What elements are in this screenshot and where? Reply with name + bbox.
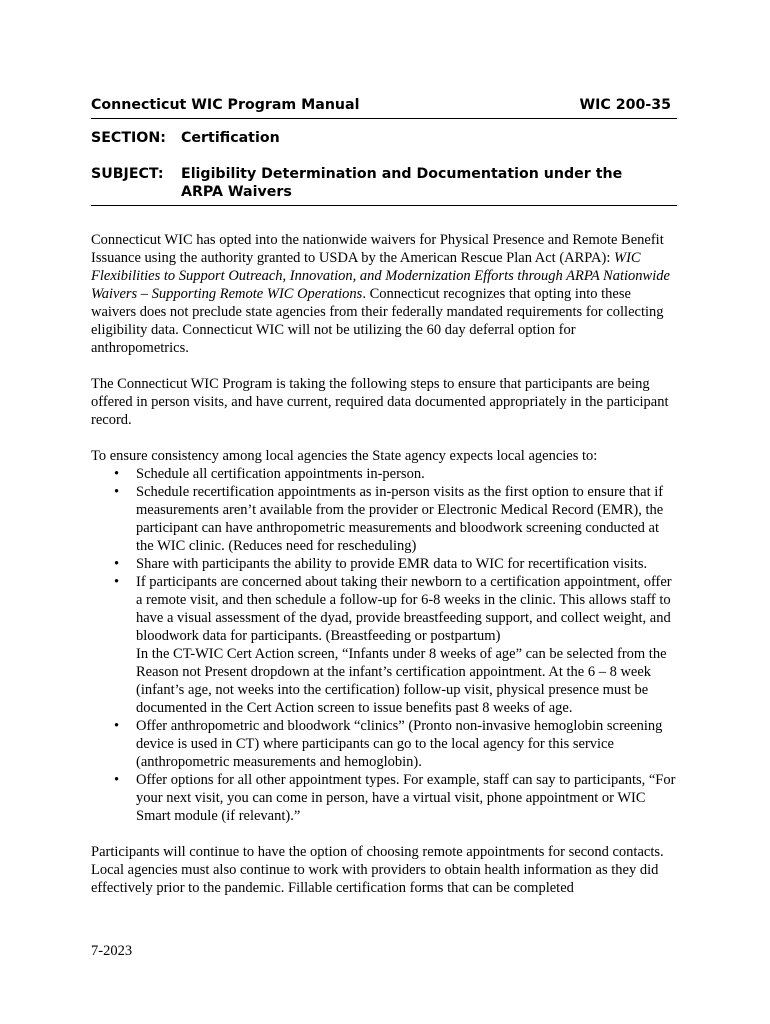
- paragraph-intro-italic-title: WIC Flexibilities to Support Outreach, Innovation, and Modernization Efforts through ARPA Nationwide Waivers – Supporting Remote WIC Operations: [91, 250, 670, 302]
- doc-code: WIC 200-35: [579, 97, 671, 113]
- list-item-text: If participants are concerned about taking their newborn to a certification appointment, offer a remote visit, and then schedule a follow-up for 6-8 weeks in the clinic. This allows staff to have a visual assessment of the dyad, provide breastfeeding support, and collect weight, and bloodwork data for participants. (Breastfeeding or postpartum): [136, 574, 672, 644]
- list-item: [114, 771, 677, 825]
- footer-date: 7-2023: [91, 943, 133, 959]
- list-item-text: Offer anthropometric and bloodwork “clinics” (Pronto non-invasive hemoglobin screening device is used in CT) where participants can go to the local agency for this service (anthropometric measurements and hemoglobin).: [136, 718, 663, 770]
- list-item: [114, 555, 677, 573]
- list-item-text: Schedule recertification appointments as in-person visits as the first option to ensure that if measurements aren’t available from the provider or Electronic Medical Record (EMR), the participant can have anthropometric measurements and bloodwork screening conducted at the WIC clinic. (Reduces need for rescheduling): [136, 484, 664, 554]
- bullet-icon: •: [114, 466, 120, 482]
- bullet-icon: •: [114, 574, 120, 590]
- bullet-icon: •: [114, 484, 120, 500]
- list-item-subtext: In the CT-WIC Cert Action screen, “Infants under 8 weeks of age” can be selected from the Reason not Present dropdown at the infant’s certification appointment. At the 6 – 8 week (infant’s age, not weeks into the certification) follow-up visit, physical presence must be documented in the Cert Action screen to issue benefits past 8 weeks of age.: [136, 646, 667, 716]
- section-row: [91, 129, 677, 147]
- paragraph-steps: The Connecticut WIC Program is taking the following steps to ensure that participants are being offered in person visits, and have current, required data documented appropriately in the participant record.: [91, 376, 669, 428]
- paragraph-intro-text-a: Connecticut WIC has opted into the nationwide waivers for Physical Presence and Remote Benefit Issuance using the authority granted to USDA by the American Rescue Plan Act (ARPA):: [91, 232, 664, 266]
- section-label: SECTION:: [91, 130, 166, 146]
- bullet-icon: •: [114, 718, 120, 734]
- document-page: [91, 96, 677, 897]
- bullet-icon: •: [114, 772, 120, 788]
- list-item-text: Schedule all certification appointments in-person.: [136, 466, 425, 482]
- subject-value: Eligibility Determination and Documentation under the ARPA Waivers: [181, 166, 623, 200]
- expectations-list: [91, 465, 677, 825]
- document-body: [91, 231, 677, 897]
- paragraph-remote-appointments: Participants will continue to have the option of choosing remote appointments for second contacts. Local agencies must also continue to work with providers to obtain health information as they did effectively prior to the pandemic. Fillable certification forms that can be completed: [91, 844, 664, 896]
- paragraph-intro-text-b: . Connecticut recognizes that opting into these waivers does not preclude state agencies from their federally mandated requirements for collecting eligibility data. Connecticut WIC will not be utilizing the 60 day deferral option for anthropometrics.: [91, 286, 664, 356]
- list-item: [114, 573, 677, 717]
- paragraph-expectations-intro: To ensure consistency among local agencies the State agency expects local agencies to:: [91, 448, 598, 464]
- subject-label: SUBJECT:: [91, 166, 164, 182]
- list-item-text: Share with participants the ability to provide EMR data to WIC for recertification visits.: [136, 556, 648, 572]
- header-rule-bottom: [91, 205, 677, 206]
- header-rule-top: [91, 118, 677, 119]
- header-row: [91, 96, 677, 114]
- bullet-icon: •: [114, 556, 120, 572]
- list-item-text: Offer options for all other appointment types. For example, staff can say to participants, “For your next visit, you can come in person, have a virtual visit, phone appointment or WIC Smart module (if relevant).”: [136, 772, 676, 824]
- section-value: Certification: [181, 130, 280, 146]
- paragraph-intro: [91, 231, 677, 357]
- subject-row: [91, 165, 677, 201]
- list-item: [114, 483, 677, 555]
- list-item: [114, 717, 677, 771]
- manual-title: Connecticut WIC Program Manual: [91, 97, 360, 113]
- list-item: [114, 465, 677, 483]
